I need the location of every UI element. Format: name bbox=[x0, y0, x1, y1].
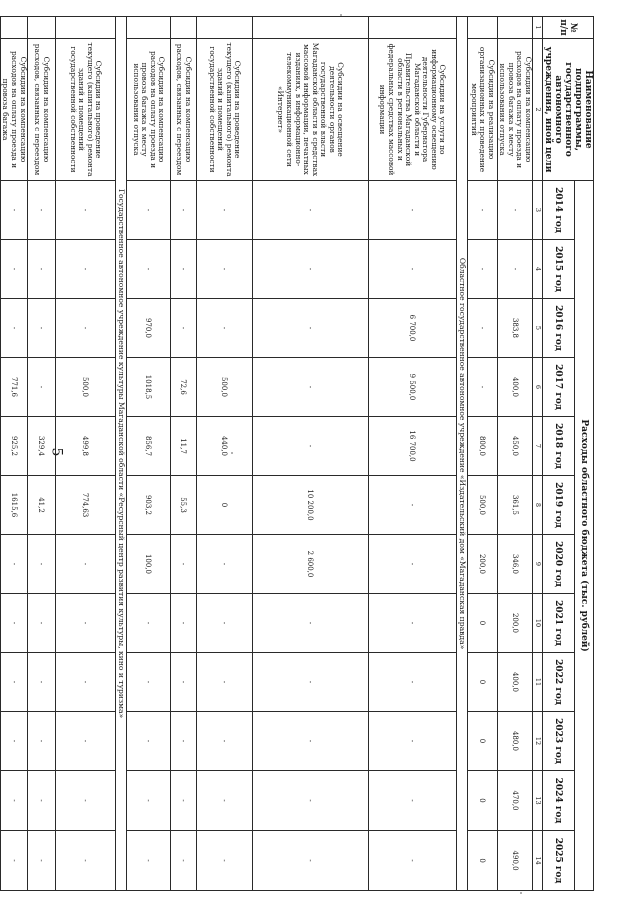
header-year: 2023 год bbox=[543, 712, 575, 771]
value-cell: 490,0 bbox=[497, 831, 532, 891]
value-cell: - bbox=[55, 181, 115, 240]
value-cell: - bbox=[126, 594, 170, 653]
value-cell: - bbox=[252, 358, 368, 417]
value-cell: - bbox=[0, 535, 27, 594]
value-cell: 0 bbox=[467, 712, 497, 771]
value-cell: - bbox=[126, 771, 170, 831]
table-row bbox=[170, 17, 196, 891]
row-number-cell bbox=[196, 17, 252, 39]
value-cell: 440,0 bbox=[196, 417, 252, 476]
value-cell: 970,0 bbox=[126, 299, 170, 358]
table-frame bbox=[1, 16, 594, 890]
value-cell: 346,0 bbox=[497, 535, 532, 594]
value-cell: 500,0 bbox=[467, 476, 497, 535]
value-cell: - bbox=[55, 594, 115, 653]
header-expenses: Расходы областного бюджета (тыс. рублей) bbox=[574, 181, 593, 891]
section-org1 bbox=[126, 17, 456, 891]
table-row bbox=[126, 17, 170, 891]
column-number: 13 bbox=[533, 771, 543, 831]
value-cell: 1018,5 bbox=[126, 358, 170, 417]
value-cell: - bbox=[170, 771, 196, 831]
value-cell: - bbox=[170, 240, 196, 299]
row-name-cell: Субсидии на проведение текущего (капитального) ремонта зданий и помещений государственной собственности bbox=[196, 39, 252, 181]
table-row bbox=[252, 17, 368, 891]
value-cell: - bbox=[170, 712, 196, 771]
value-cell: 10 200,0 bbox=[252, 476, 368, 535]
header-year: 2025 год bbox=[543, 831, 575, 891]
value-cell: 771,6 bbox=[0, 358, 27, 417]
value-cell: - bbox=[27, 653, 55, 712]
value-cell: - bbox=[126, 653, 170, 712]
header-year: 2022 год bbox=[543, 653, 575, 712]
value-cell: 500,0 bbox=[196, 358, 252, 417]
value-cell: 6 700,0 bbox=[368, 299, 456, 358]
value-cell: - bbox=[252, 594, 368, 653]
value-cell: 500,0 bbox=[55, 358, 115, 417]
org-title-izdatelsky-dom: Областное государственное автономное учреждение «Издательский дом «Магаданская правда» bbox=[456, 17, 467, 891]
header-no: № п/п bbox=[543, 17, 594, 39]
value-cell: 0 bbox=[467, 594, 497, 653]
value-cell: - bbox=[497, 181, 532, 240]
row-name-cell: Субсидии на компенсацию расходов на оплату проезда и провоза багажа bbox=[0, 39, 27, 181]
table-row bbox=[27, 17, 55, 891]
value-cell: - bbox=[55, 653, 115, 712]
value-cell: - bbox=[252, 181, 368, 240]
row-number-cell bbox=[497, 17, 532, 39]
value-cell: - bbox=[196, 299, 252, 358]
value-cell: 55,3 bbox=[170, 476, 196, 535]
value-cell: - bbox=[27, 831, 55, 891]
value-cell: 800,0 bbox=[467, 417, 497, 476]
value-cell: 41,2 bbox=[27, 476, 55, 535]
column-number: 9 bbox=[533, 535, 543, 594]
value-cell: - bbox=[196, 653, 252, 712]
value-cell: - bbox=[252, 771, 368, 831]
value-cell: 925,2 bbox=[0, 417, 27, 476]
value-cell: - bbox=[27, 299, 55, 358]
value-cell: - bbox=[368, 181, 456, 240]
value-cell: - bbox=[252, 653, 368, 712]
value-cell: 200,0 bbox=[467, 535, 497, 594]
value-cell: 480,0 bbox=[497, 712, 532, 771]
row-name-cell: Субсидии на компенсацию расходов на оплату проезда и провоза багажа к месту использования отпуска bbox=[497, 39, 532, 181]
page-number: 5 bbox=[48, 447, 65, 457]
row-name-cell: Субсидии на компенсацию расходов на оплату проезда и провоза багажа к месту использования отпуска bbox=[126, 39, 170, 181]
value-cell: - bbox=[27, 240, 55, 299]
value-cell: 856,7 bbox=[126, 417, 170, 476]
header-year: 2016 год bbox=[543, 299, 575, 358]
value-cell: 0 bbox=[467, 653, 497, 712]
section-org2 bbox=[0, 17, 115, 891]
column-number: 12 bbox=[533, 712, 543, 771]
value-cell: - bbox=[368, 712, 456, 771]
value-cell: - bbox=[0, 771, 27, 831]
table-row bbox=[0, 17, 27, 891]
column-numbers-row bbox=[533, 17, 543, 891]
value-cell: - bbox=[126, 712, 170, 771]
value-cell: 400,0 bbox=[497, 653, 532, 712]
value-cell: - bbox=[196, 181, 252, 240]
value-cell: - bbox=[27, 535, 55, 594]
value-cell: - bbox=[0, 594, 27, 653]
column-number: 14 bbox=[533, 831, 543, 891]
value-cell: - bbox=[0, 181, 27, 240]
column-number: 2 bbox=[533, 39, 543, 181]
value-cell: 0 bbox=[467, 771, 497, 831]
row-number-cell bbox=[55, 17, 115, 39]
row-name-cell: Субсидии на компенсацию расходов, связанных с переездом bbox=[170, 39, 196, 181]
value-cell: - bbox=[27, 181, 55, 240]
column-number: 10 bbox=[533, 594, 543, 653]
value-cell: - bbox=[27, 771, 55, 831]
header-year: 2017 год bbox=[543, 358, 575, 417]
value-cell: - bbox=[467, 299, 497, 358]
row-number-cell bbox=[252, 17, 368, 39]
value-cell: 72,6 bbox=[170, 358, 196, 417]
table-row bbox=[55, 17, 115, 891]
value-cell: - bbox=[126, 240, 170, 299]
value-cell: - bbox=[368, 653, 456, 712]
row-number-cell bbox=[126, 17, 170, 39]
value-cell: - bbox=[467, 240, 497, 299]
column-number: 1 bbox=[533, 17, 543, 39]
value-cell: - bbox=[170, 653, 196, 712]
value-cell: - bbox=[55, 771, 115, 831]
value-cell: - bbox=[252, 417, 368, 476]
rotated-table-container bbox=[1, 16, 594, 890]
value-cell: - bbox=[170, 594, 196, 653]
value-cell: - bbox=[196, 771, 252, 831]
value-cell: - bbox=[170, 831, 196, 891]
value-cell: 2 600,0 bbox=[252, 535, 368, 594]
column-number: 5 bbox=[533, 299, 543, 358]
row-number-cell bbox=[368, 17, 456, 39]
section-general bbox=[467, 17, 532, 891]
column-number: 7 bbox=[533, 417, 543, 476]
value-cell: - bbox=[27, 594, 55, 653]
header-year: 2014 год bbox=[543, 181, 575, 240]
value-cell: - bbox=[368, 240, 456, 299]
value-cell: - bbox=[0, 299, 27, 358]
value-cell: 0 bbox=[467, 831, 497, 891]
value-cell: 450,0 bbox=[497, 417, 532, 476]
column-number: 3 bbox=[533, 181, 543, 240]
value-cell: - bbox=[55, 712, 115, 771]
value-cell: - bbox=[0, 240, 27, 299]
value-cell: - bbox=[170, 299, 196, 358]
row-name-cell: Субсидии на реализацию организационных и проведение мероприятий bbox=[467, 39, 497, 181]
row-name-cell: Субсидии на освещение деятельности органов государственной власти Магаданской области в средствах массовой информации, печатных изданиях, в информационно-телекоммуникационной сети «Интернет» bbox=[252, 39, 368, 181]
column-number: 6 bbox=[533, 358, 543, 417]
value-cell: 329,4 bbox=[27, 417, 55, 476]
value-cell: 383,8 bbox=[497, 299, 532, 358]
row-number-cell bbox=[0, 17, 27, 39]
value-cell: - bbox=[0, 831, 27, 891]
value-cell: - bbox=[497, 240, 532, 299]
value-cell: - bbox=[196, 240, 252, 299]
table-row bbox=[368, 17, 456, 891]
scan-speck bbox=[520, 892, 522, 894]
row-number-cell bbox=[467, 17, 497, 39]
value-cell: - bbox=[196, 594, 252, 653]
value-cell: - bbox=[252, 299, 368, 358]
value-cell: - bbox=[170, 535, 196, 594]
value-cell: - bbox=[368, 594, 456, 653]
value-cell: - bbox=[368, 831, 456, 891]
section-org2-header bbox=[115, 17, 126, 891]
value-cell: - bbox=[368, 476, 456, 535]
row-number-cell bbox=[27, 17, 55, 39]
budget-table bbox=[0, 16, 594, 891]
value-cell: - bbox=[27, 358, 55, 417]
value-cell: 470,0 bbox=[497, 771, 532, 831]
row-name-cell: Субсидии на услуги по информационному освещению деятельности Губернатора Магаданской области и Правительства Магаданской области в региональных и федеральных средствах массовой информации bbox=[368, 39, 456, 181]
value-cell: 0 bbox=[196, 476, 252, 535]
value-cell: 499,8 bbox=[55, 417, 115, 476]
value-cell: - bbox=[368, 771, 456, 831]
value-cell: - bbox=[55, 831, 115, 891]
value-cell: - bbox=[196, 712, 252, 771]
value-cell: - bbox=[467, 181, 497, 240]
header-year: 2020 год bbox=[543, 535, 575, 594]
value-cell: 100,0 bbox=[126, 535, 170, 594]
value-cell: - bbox=[170, 181, 196, 240]
header-year: 2019 год bbox=[543, 476, 575, 535]
value-cell: - bbox=[0, 712, 27, 771]
value-cell: - bbox=[467, 358, 497, 417]
value-cell: - bbox=[126, 181, 170, 240]
row-name-cell: Субсидии на проведение текущего (капитального) ремонта зданий и помещений государственной собственности bbox=[55, 39, 115, 181]
value-cell: - bbox=[196, 831, 252, 891]
header-year: 2018 год bbox=[543, 417, 575, 476]
value-cell: - bbox=[55, 535, 115, 594]
header-name: Наименование подпрограммы, государственного автономного учреждения, иной цели bbox=[543, 39, 594, 181]
table-row bbox=[497, 17, 532, 891]
value-cell: 9 500,0 bbox=[368, 358, 456, 417]
value-cell: - bbox=[252, 712, 368, 771]
value-cell: 11,7 bbox=[170, 417, 196, 476]
value-cell: - bbox=[196, 535, 252, 594]
value-cell: 16 700,0 bbox=[368, 417, 456, 476]
org-title-resource-center: Государственное автономное учреждение культуры Магаданской области «Ресурсный центр развития культуры, кино и туризма» bbox=[115, 17, 126, 891]
column-number: 8 bbox=[533, 476, 543, 535]
value-cell: - bbox=[126, 831, 170, 891]
header-year: 2021 год bbox=[543, 594, 575, 653]
header-year: 2015 год bbox=[543, 240, 575, 299]
value-cell: - bbox=[55, 299, 115, 358]
table-row bbox=[467, 17, 497, 891]
column-number: 11 bbox=[533, 653, 543, 712]
value-cell: 1615,6 bbox=[0, 476, 27, 535]
value-cell: - bbox=[27, 712, 55, 771]
value-cell: - bbox=[55, 240, 115, 299]
value-cell: 200,0 bbox=[497, 594, 532, 653]
table-row bbox=[196, 17, 252, 891]
section-org1-header bbox=[456, 17, 467, 891]
row-name-cell: Субсидии на компенсацию расходов, связанных с переездом bbox=[27, 39, 55, 181]
value-cell: - bbox=[368, 535, 456, 594]
value-cell: - bbox=[0, 653, 27, 712]
value-cell: 774,63 bbox=[55, 476, 115, 535]
value-cell: 903,2 bbox=[126, 476, 170, 535]
row-number-cell bbox=[170, 17, 196, 39]
value-cell: 361,5 bbox=[497, 476, 532, 535]
value-cell: - bbox=[252, 831, 368, 891]
value-cell: - bbox=[252, 240, 368, 299]
header-year: 2024 год bbox=[543, 771, 575, 831]
value-cell: 400,0 bbox=[497, 358, 532, 417]
column-number: 4 bbox=[533, 240, 543, 299]
